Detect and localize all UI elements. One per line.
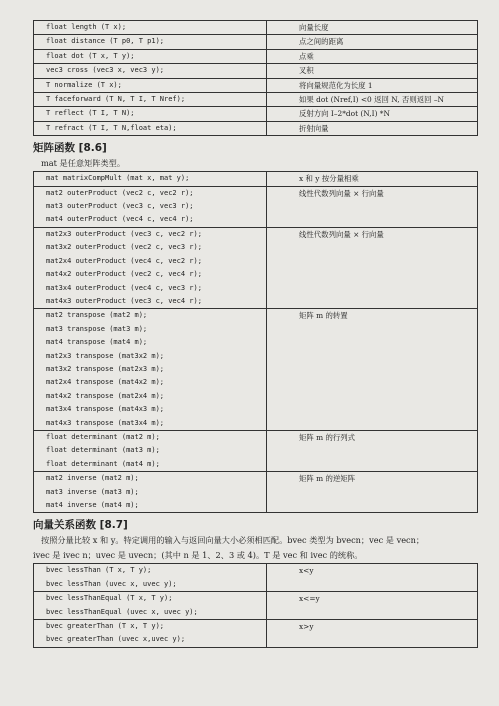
matrix-functions-table: [33, 171, 478, 513]
function-signature: bvec lessThan (uvec x, uvec y);: [46, 579, 177, 588]
function-description: 矩阵 m 的行列式: [299, 432, 356, 442]
function-signature: mat matrixCompMult (mat x, mat y);: [46, 174, 190, 183]
function-signature: bvec greaterThan (uvec x,uvec y);: [46, 635, 186, 644]
function-signature: vec3 cross (vec3 x, vec3 y);: [46, 66, 165, 75]
table-row: [34, 309, 478, 431]
function-signature: bvec lessThanEqual (T x, T y);: [46, 594, 173, 603]
function-signature: mat2x3 transpose (mat3x2 m);: [46, 351, 165, 360]
function-description: 反射方向 I–2*dot (N,I) *N: [299, 109, 390, 119]
function-signature: mat3x2 outerProduct (vec2 c, vec3 r);: [46, 243, 202, 252]
function-description: x>y: [299, 622, 314, 632]
function-signature: mat2 transpose (mat2 m);: [46, 311, 148, 320]
matrix-section-intro: mat 是任意矩阵类型。: [41, 158, 126, 169]
function-signature: mat2x3 outerProduct (vec3 c, vec2 r);: [46, 229, 202, 238]
function-description: 点之间的距离: [299, 37, 344, 47]
table-row: [34, 107, 478, 121]
function-signature: bvec lessThanEqual (uvec x, uvec y);: [46, 607, 198, 616]
function-signature: mat4 outerProduct (vec4 c, vec4 r);: [46, 215, 194, 224]
table-row: [34, 620, 478, 648]
function-signature: mat2x4 outerProduct (vec4 c, vec2 r);: [46, 256, 202, 265]
table-row: [34, 64, 478, 78]
table-row: [34, 227, 478, 308]
function-signature: mat3x4 outerProduct (vec4 c, vec3 r);: [46, 283, 202, 292]
function-signature: float determinant (mat3 m);: [46, 446, 160, 455]
function-signature: float determinant (mat4 m);: [46, 459, 160, 468]
table-row: [34, 564, 478, 592]
table-row: [34, 430, 478, 471]
function-signature: mat4x2 outerProduct (vec2 c, vec4 r);: [46, 270, 202, 279]
function-signature: mat4 transpose (mat4 m);: [46, 338, 148, 347]
function-signature: mat4x3 outerProduct (vec3 c, vec4 r);: [46, 296, 202, 305]
function-signature: mat4x3 transpose (mat3x4 m);: [46, 418, 165, 427]
function-signature: mat2 inverse (mat2 m);: [46, 474, 139, 483]
function-signature: mat3x2 transpose (mat2x3 m);: [46, 364, 165, 373]
function-description: 线性代数列向量 × 行向量: [299, 229, 384, 239]
matrix-section-title: 矩阵函数 [8.6]: [33, 142, 107, 155]
function-description: 矩阵 m 的转置: [299, 311, 348, 321]
function-signature: mat3 inverse (mat3 m);: [46, 487, 139, 496]
function-signature: float determinant (mat2 m);: [46, 432, 160, 441]
geometric-functions-table: [33, 20, 478, 136]
function-signature: T faceforward (T N, T I, T Nref);: [46, 95, 186, 104]
function-description: 线性代数列向量 × 行向量: [299, 188, 384, 198]
function-signature: T refract (T I, T N,float eta);: [46, 123, 177, 132]
function-signature: mat4x2 transpose (mat2x4 m);: [46, 391, 165, 400]
function-signature: T reflect (T I, T N);: [46, 109, 135, 118]
function-description: 将向量规范化为长度 1: [299, 80, 373, 90]
vector-relational-section-title: 向量关系函数 [8.7]: [33, 519, 128, 532]
table-row: [34, 592, 478, 620]
function-signature: T normalize (T x);: [46, 80, 122, 89]
function-signature: mat3 outerProduct (vec3 c, vec3 r);: [46, 202, 194, 211]
function-description: 向量长度: [299, 23, 329, 32]
function-signature: float distance (T p0, T p1);: [46, 37, 165, 46]
function-description: 叉积: [299, 66, 314, 76]
table-row: [34, 472, 478, 513]
table-row: [34, 93, 478, 107]
vector-relational-table: [33, 563, 478, 647]
table-row: [34, 172, 478, 186]
table-row: [34, 186, 478, 227]
function-signature: bvec lessThan (T x, T y);: [46, 566, 152, 575]
function-description: 矩阵 m 的逆矩阵: [299, 474, 356, 484]
vector-section-intro-line1: 按照分量比较 x 和 y。特定调用的输入与返回向量大小必须相匹配。bvec 类型为 bvecn；vec 是 vecn；: [41, 535, 425, 546]
function-signature: mat2x4 transpose (mat4x2 m);: [46, 378, 165, 387]
function-signature: float dot (T x, T y);: [46, 51, 135, 60]
table-row: [34, 121, 478, 135]
function-signature: bvec greaterThan (T x, T y);: [46, 622, 165, 631]
function-signature: mat2 outerProduct (vec2 c, vec2 r);: [46, 188, 194, 197]
function-signature: mat3x4 transpose (mat4x3 m);: [46, 405, 165, 414]
function-description: 折射向量: [299, 123, 329, 133]
function-description: 点乘: [299, 51, 314, 61]
function-description: x<y: [299, 566, 314, 576]
function-signature: mat3 transpose (mat3 m);: [46, 324, 148, 333]
function-description: x 和 y 按分量相乘: [299, 174, 359, 184]
function-description: 如果 dot (Nref,I) <0 返回 N, 否则返回 –N: [299, 95, 445, 105]
table-row: [34, 21, 478, 35]
vector-section-intro-line2: ivec 是 ivec n；uvec 是 uvecn；(其中 n 是 1、2、3 或 4)。T 是 vec 和 ivec 的统称。: [33, 550, 363, 561]
table-row: [34, 35, 478, 49]
table-row: [34, 49, 478, 63]
function-signature: float length (T x);: [46, 23, 127, 31]
table-row: [34, 78, 478, 92]
function-signature: mat4 inverse (mat4 m);: [46, 501, 139, 509]
function-description: x<=y: [299, 594, 320, 604]
